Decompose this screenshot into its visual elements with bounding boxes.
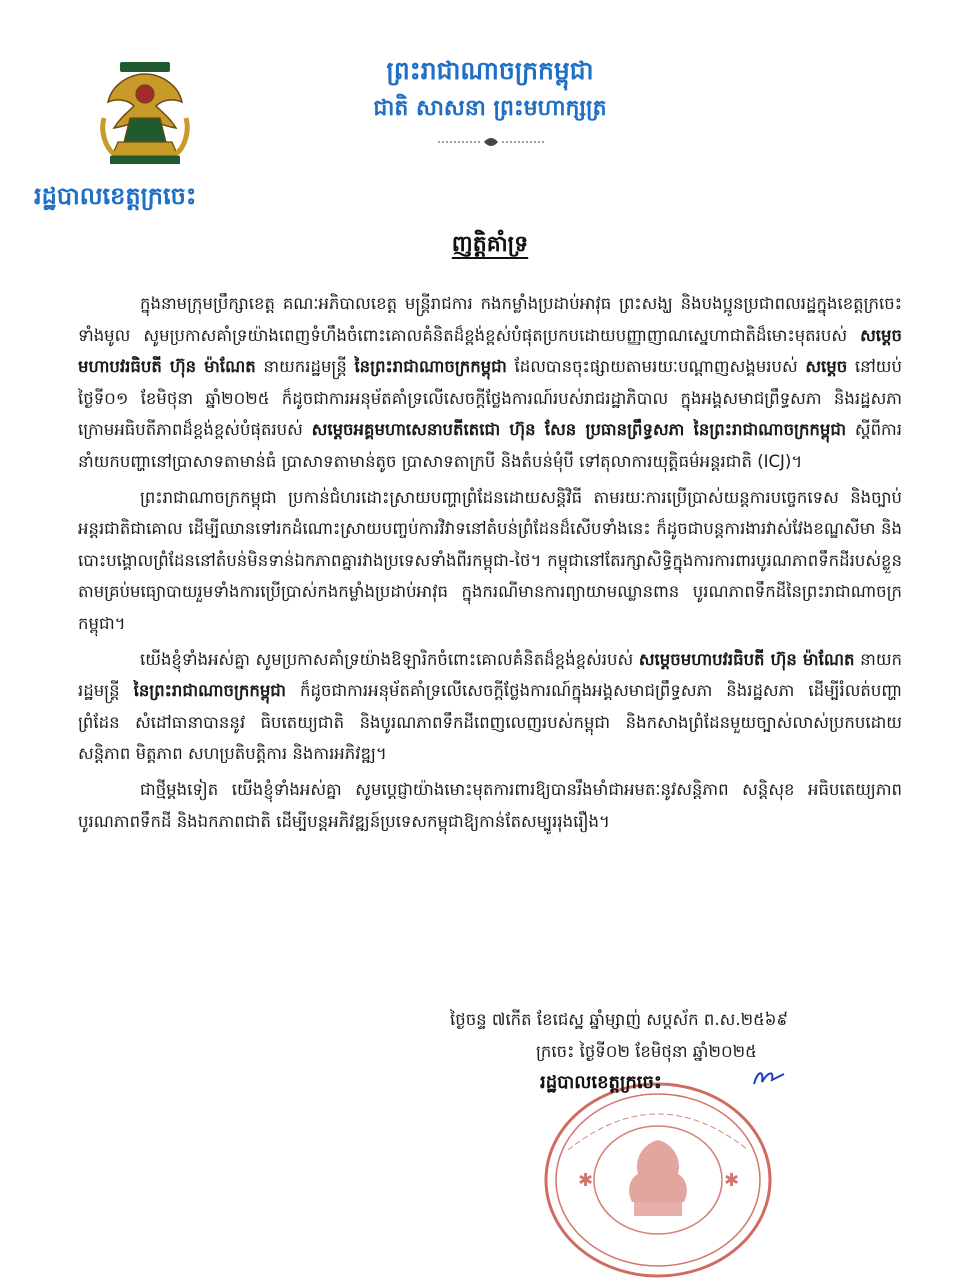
kingdom-title: ព្រះរាជាណាចក្រកម្ពុជា	[386, 56, 594, 85]
paragraph-1: ក្នុងនាមក្រុមប្រឹក្សាខេត្ត គណៈអភិបាលខេត្ត មន្ត្រីរាជការ កងកម្លាំងប្រដាប់អាវុធ ព្រះសង្ឃ និងបងប្អូនប្រជាពលរដ្ឋក្នុងខេត្តក្រចេះទាំងមូល សូមប្រកាសគាំទ្រយ៉ាងពេញទំហឹងចំពោះគោលគំនិតដ៏ខ្ពង់ខ្ពស់បំផុតប្រកបដោយបញ្ញាញាណស្នេហាជាតិដ៏មោះមុតរបស់ សម្តេចមហាបវរធិបតី ហ៊ុន ម៉ាណែត នាយករដ្ឋមន្ត្រី នៃព្រះរាជាណាចក្រកម្ពុជា ដែលបានចុះផ្សាយតាមរយៈបណ្តាញសង្គមរបស់ សម្តេច នៅយប់ថ្ងៃទី០១ ខែមិថុនា ឆ្នាំ២០២៥ ក៏ដូចជាការអនុម័តគាំទ្រលើសេចក្តីថ្លែងការណ៍របស់រាជរដ្ឋាភិបាល ក្នុងអង្គសមាជព្រឹទ្ធសភា និងរដ្ឋសភា ក្រោមអធិបតីភាពដ៏ខ្ពង់ខ្ពស់បំផុតរបស់ សម្តេចអគ្គមហាសេនាបតីតេជោ ហ៊ុន សែន ប្រធានព្រឹទ្ធសភា នៃព្រះរាជាណាចក្រកម្ពុជា ស្តីពីការនាំយកបញ្ហានៅប្រាសាទតាមាន់ធំ ប្រាសាទតាមាន់តូច ប្រាសាទតាក្របី និងតំបន់មុំបី ទៅតុលាការយុត្តិធម៌អន្តរជាតិ (ICJ)។	[78, 294, 902, 471]
signer-name: រដ្ឋបាលខេត្តក្រចេះ	[540, 1072, 662, 1093]
paragraph-2: ព្រះរាជាណាចក្រកម្ពុជា ប្រកាន់ជំហរដោះស្រាយបញ្ហាព្រំដែនដោយសន្តិវិធី តាមរយៈការប្រើប្រាស់យន្តការបច្ចេកទេស និងច្បាប់អន្តរជាតិជាគោល ដើម្បីឈានទៅរកដំណោះស្រាយបញ្ចប់ការវិវាទនៅតំបន់ព្រំដែនដ៏សើបទាំងនេះ ក៏ដូចជាបន្តការងារវាស់វែងខណ្ឌសីមា និងបោះបង្គោលព្រំដែននៅតំបន់មិនទាន់ឯកភាពគ្នារវាងប្រទេសទាំងពីរកម្ពុជា-ថៃ។ កម្ពុជានៅតែរក្សាសិទ្ធិក្នុងការការពារបូរណភាពទឹកដីរបស់ខ្លួនតាមគ្រប់មធ្យោបាយរួមទាំងការប្រើប្រាស់កងកម្លាំងប្រដាប់អាវុធ ក្នុងករណីមានការព្យាយាមឈ្លានពាន បូរណភាពទឹកដីនៃព្រះរាជាណាចក្រកម្ពុជា។	[78, 487, 902, 633]
date-block	[440, 1004, 900, 1068]
kingdom-motto: ជាតិ សាសនា ព្រះមហាក្សត្រ	[373, 95, 607, 121]
signature-icon	[750, 1064, 790, 1094]
paragraph-4: ជាថ្មីម្តងទៀត យើងខ្ញុំទាំងអស់គ្នា សូមប្តេជ្ញាយ៉ាងមោះមុតការពារឱ្យបានរឹងមាំជាអមតៈនូវសន្តិភាព សន្តិសុខ អធិបតេយ្យភាព បូរណភាពទឹកដី និងឯកភាពជាតិ ដើម្បីបន្តអភិវឌ្ឍន៍ប្រទេសកម្ពុជាឱ្យកាន់តែសម្បូររុងរឿង។	[78, 779, 902, 831]
solar-date: ក្រចេះ ថ្ងៃទី០២ ខែមិថុនា ឆ្នាំ២០២៥	[536, 1042, 757, 1061]
provincial-emblem-icon	[100, 58, 190, 168]
divider-ornament-icon	[436, 134, 546, 150]
paragraph-3: យើងខ្ញុំទាំងអស់គ្នា សូមប្រកាសគាំទ្រយ៉ាងឱឡារិកចំពោះគោលគំនិតដ៏ខ្ពង់ខ្ពស់របស់ សម្តេចមហាបវរធិបតី ហ៊ុន ម៉ាណែត នាយករដ្ឋមន្ត្រី នៃព្រះរាជាណាចក្រកម្ពុជា ក៏ដូចជាការអនុម័តគាំទ្រលើសេចក្តីថ្លែងការណ៍ក្នុងអង្គសមាជព្រឹទ្ធសភា និងរដ្ឋសភា ដើម្បីរំលត់បញ្ហាព្រំដែន សំដៅធានាបាននូវ ធិបតេយ្យជាតិ និងបូរណភាពទឹកដីពេញលេញរបស់កម្ពុជា និងកសាងព្រំដែនមួយច្បាស់លាស់ប្រកបដោយសន្តិភាព មិត្តភាព សហប្រតិបត្តិការ និងការអភិវឌ្ឍ។	[78, 649, 903, 764]
official-seal-icon	[538, 1070, 778, 1280]
svg-text:✱: ✱	[724, 1170, 740, 1191]
lunar-date: ថ្ងៃចន្ទ ៧កើត ខែជេស្ឋ ឆ្នាំម្សាញ់ សប្តស័ក ព.ស.២៥៦៩	[450, 1010, 789, 1029]
svg-text:✱: ✱	[578, 1170, 594, 1191]
document-title: ញត្តិគាំទ្រ	[451, 231, 529, 257]
issuer-name: រដ្ឋបាលខេត្តក្រចេះ	[34, 181, 197, 210]
document-body	[78, 288, 902, 841]
